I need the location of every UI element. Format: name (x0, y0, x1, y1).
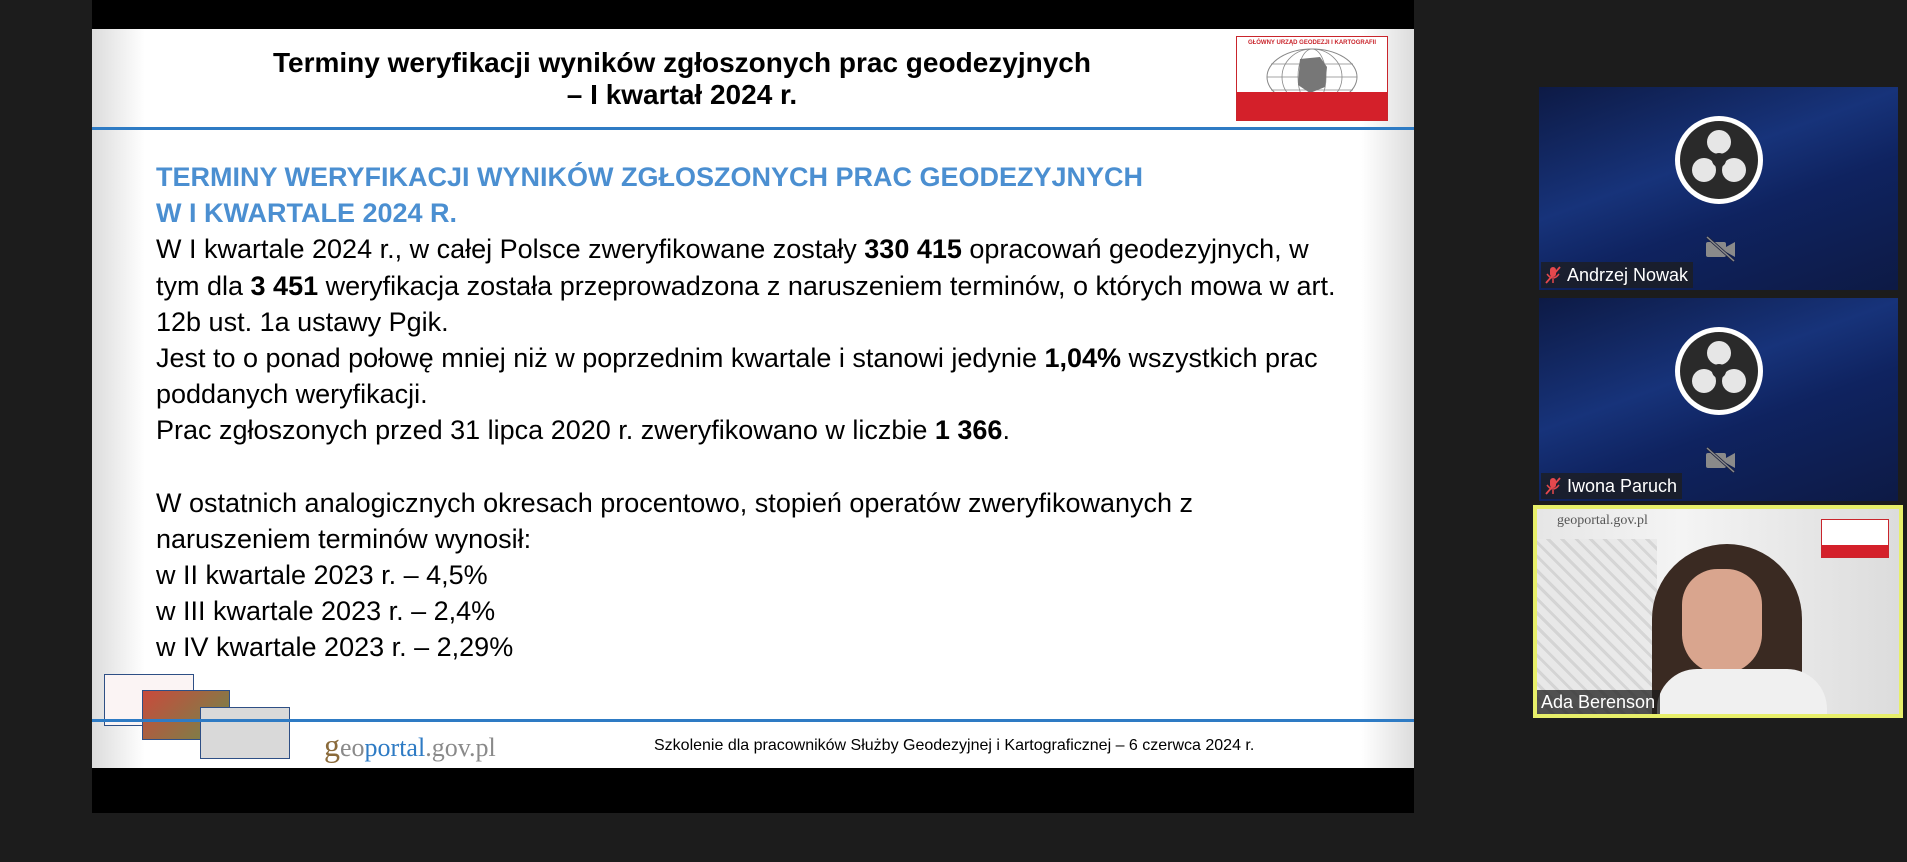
list-item: w II kwartale 2023 r. – 4,5% (156, 560, 488, 591)
paragraph-3 (156, 412, 1336, 448)
geoportal-logo-rest: .gov.pl (425, 733, 496, 762)
p3-value-count: 1 366 (934, 415, 1003, 446)
p2-text-c: wszystkich prac poddanych weryfikacji. (156, 343, 1318, 410)
slide-heading-line1: TERMINY WERYFIKACJI WYNIKÓW ZGŁOSZONYCH PRAC GEODEZYJNYCH (156, 162, 1144, 192)
slide-title-line1: Terminy weryfikacji wyników zgłoszonych prac geodezyjnych (273, 47, 1091, 78)
geoportal-logo-g: g (324, 727, 340, 763)
participant-name-tag (1541, 473, 1682, 499)
geoportal-logo-portal: portal (364, 733, 426, 762)
slide-body (156, 159, 1336, 666)
p3-text-c: . (1002, 415, 1010, 446)
mic-muted-icon (1545, 477, 1561, 495)
slide-title-line2: – I kwartał 2024 r. (566, 79, 798, 110)
participant-name-tag (1537, 690, 1660, 714)
logo-red-band (1237, 92, 1387, 120)
participant-body (1657, 669, 1827, 714)
presentation-slide (92, 29, 1414, 768)
slide-title (232, 47, 1132, 111)
paragraph-1 (156, 231, 1336, 340)
participant-face (1682, 569, 1762, 674)
participant-tile[interactable] (1539, 298, 1898, 501)
participant-name: Iwona Paruch (1567, 476, 1678, 496)
camera-off-icon (1704, 235, 1738, 263)
background-logo (1821, 519, 1889, 558)
slide-divider-top (92, 127, 1414, 130)
map-thumbnail (200, 707, 290, 759)
p1-text-a: W I kwartale 2024 r., w całej Polsce zweryfikowane zostały (156, 234, 865, 265)
slide-heading-line2: W I KWARTALE 2024 R. (156, 198, 458, 229)
background-geoportal-text: geoportal.gov.pl (1557, 513, 1648, 528)
participant-video (1537, 509, 1899, 714)
logo-text: GŁÓWNY URZĄD GEODEZJI I KARTOGRAFII (1247, 40, 1377, 46)
p2-value-percent: 1,04% (1044, 343, 1122, 374)
p2-text-a: Jest to o ponad połowę mniej niż w poprzednim kwartale i stanowi jedynie (156, 343, 1045, 374)
list-item: w III kwartale 2023 r. – 2,4% (156, 596, 496, 627)
slide-divider-bottom (92, 719, 1414, 722)
obs-logo-icon (1673, 114, 1765, 206)
slide-heading (156, 159, 1336, 231)
p1-value-violations: 3 451 (250, 270, 319, 301)
p1-text-e: weryfikacja została przeprowadzona z naruszeniem terminów, o których mowa w art. 12b ust. 1a ustawy Pgik. (156, 270, 1336, 337)
participant-name: Ada Berenson (1541, 692, 1656, 712)
slide-footer: Szkolenie dla pracowników Służby Geodezyjnej i Kartograficznej – 6 czerwca 2024 r. (654, 737, 1255, 754)
mic-muted-icon (1545, 266, 1561, 284)
screen-share (92, 0, 1414, 813)
camera-off-icon (1704, 446, 1738, 474)
participant-name: Andrzej Nowak (1567, 265, 1689, 285)
list-item: w IV kwartale 2023 r. – 2,29% (156, 632, 514, 663)
participant-tile[interactable] (1539, 87, 1898, 290)
p1-text-c: opracowań geodezyjnych, w tym dla (156, 234, 1309, 301)
p3-text-a: Prac zgłoszonych przed 31 lipca 2020 r. zweryfikowano w liczbie (156, 415, 935, 446)
active-speaker-tile[interactable] (1533, 505, 1903, 718)
paragraph-2 (156, 340, 1336, 412)
geoportal-logo-eo: eo (340, 733, 365, 762)
geoportal-logo (324, 727, 496, 764)
paragraph-4: W ostatnich analogicznych okresach procentowo, stopień operatów zweryfikowanych z naruszeniem terminów wynosił: (156, 487, 1194, 554)
p1-value-total: 330 415 (864, 234, 962, 265)
obs-logo-icon (1673, 325, 1765, 417)
background-map (1537, 539, 1657, 714)
gugik-logo (1236, 36, 1388, 121)
participant-name-tag (1541, 262, 1693, 288)
